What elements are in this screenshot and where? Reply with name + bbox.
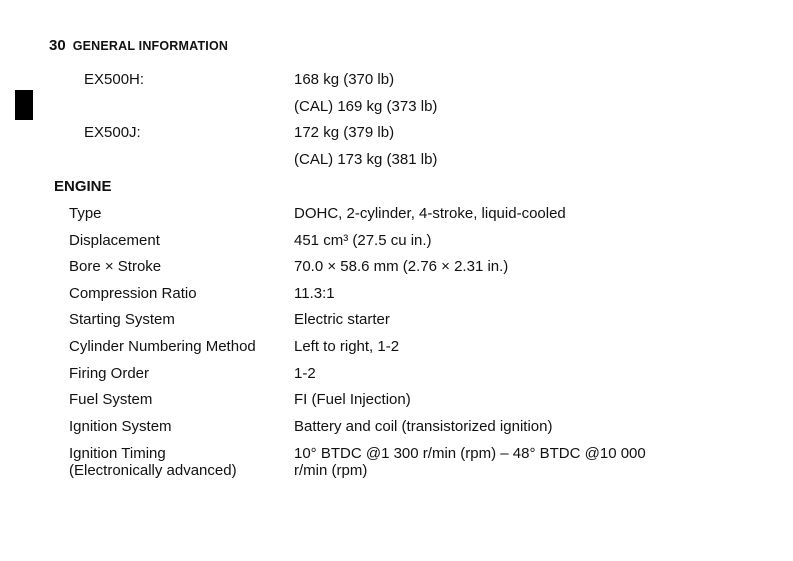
weight-cal-value-ex500h: (CAL) 169 kg (373 lb): [294, 98, 438, 115]
section-tab-marker: [15, 90, 33, 120]
weight-cal-value-ex500j: (CAL) 173 kg (381 lb): [294, 151, 438, 168]
spec-value-ignition-timing-cont: r/min (rpm): [294, 462, 368, 479]
spec-label-cylinder-numbering: Cylinder Numbering Method: [69, 338, 256, 355]
weight-label-ex500h: EX500H:: [84, 71, 145, 88]
spec-value-ignition-timing: 10° BTDC @1 300 r/min (rpm) – 48° BTDC @10 000: [294, 445, 646, 462]
spec-value-displacement: 451 cm³ (27.5 cu in.): [294, 232, 432, 249]
spec-value-type: DOHC, 2-cylinder, 4-stroke, liquid-cooled: [294, 205, 566, 222]
spec-value-compression-ratio: 11.3:1: [294, 285, 335, 302]
spec-value-ignition-system: Battery and coil (transistorized ignition): [294, 418, 553, 435]
spec-value-starting-system: Electric starter: [294, 311, 390, 328]
spec-label-displacement: Displacement: [69, 232, 160, 249]
spec-label-ignition-timing: Ignition Timing: [69, 445, 166, 462]
engine-heading: ENGINE: [54, 178, 112, 195]
spec-value-firing-order: 1-2: [294, 365, 316, 382]
spec-label-starting-system: Starting System: [69, 311, 175, 328]
spec-value-fuel-system: FI (Fuel Injection): [294, 391, 411, 408]
spec-label-type: Type: [69, 205, 102, 222]
weight-label-ex500j: EX500J:: [84, 124, 141, 141]
weight-value-ex500j: 172 kg (379 lb): [294, 124, 395, 141]
spec-label-ignition-system: Ignition System: [69, 418, 172, 435]
weight-value-ex500h: 168 kg (370 lb): [294, 71, 395, 88]
spec-label-compression-ratio: Compression Ratio: [69, 285, 197, 302]
page-header: [49, 37, 228, 54]
section-title: GENERAL INFORMATION: [72, 39, 229, 53]
spec-value-bore-stroke: 70.0 × 58.6 mm (2.76 × 2.31 in.): [294, 258, 509, 275]
spec-label-ignition-timing-note: (Electronically advanced): [69, 462, 237, 479]
spec-label-fuel-system: Fuel System: [69, 391, 153, 408]
spec-label-bore-stroke: Bore × Stroke: [69, 258, 162, 275]
page-number: 30: [49, 37, 66, 54]
spec-value-cylinder-numbering: Left to right, 1-2: [294, 338, 400, 355]
spec-label-firing-order: Firing Order: [69, 365, 150, 382]
